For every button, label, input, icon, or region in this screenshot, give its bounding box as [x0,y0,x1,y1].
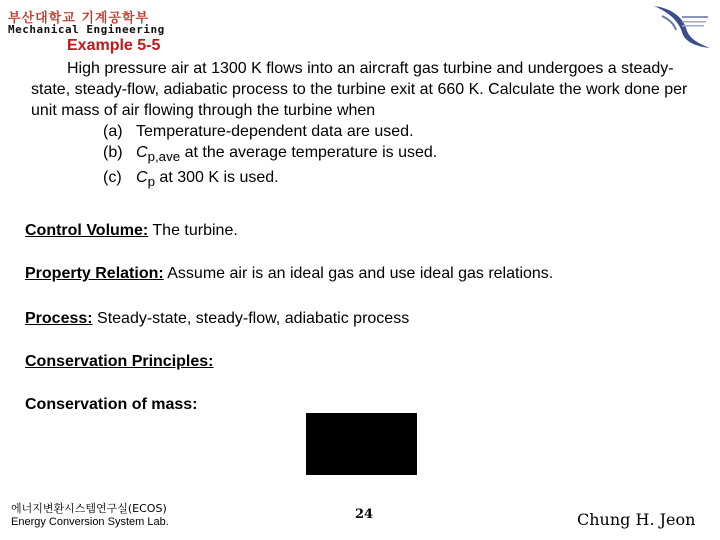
department-english-name: Mechanical Engineering [8,23,165,36]
conservation-mass-label: Conservation of mass: [25,396,198,413]
property-relation-label: Property Relation: [25,265,164,282]
problem-text: High pressure air at 1300 K flows into an aircraft gas turbine and undergoes a steady-state, steady-flow, adiabatic process to the turbine exit at 660 K. Calculate the work done per unit mass of air flowing through the turbine when [31,60,688,119]
problem-parts-list [31,121,701,192]
part-label: (b) [103,144,123,161]
lab-english-name: Energy Conversion System Lab. [11,516,169,528]
part-a [103,121,701,142]
page-number: 24 [355,507,374,522]
process-label: Process: [25,310,93,327]
control-volume-label: Control Volume: [25,222,149,239]
conservation-mass-line [25,396,197,414]
problem-statement [31,58,701,192]
university-korean-name: 부산대학교 기계공학부 [8,11,150,26]
conservation-principles-label: Conservation Principles: [25,353,214,370]
specific-heat-subscript: p [147,174,155,190]
part-text: at the average temperature is used. [180,144,438,161]
specific-heat-symbol: C [136,169,148,187]
property-relation-line [25,265,553,283]
black-image-box [306,413,417,475]
university-logo-icon [648,2,714,50]
part-label: (c) [103,169,122,187]
process-text: Steady-state, steady-flow, adiabatic process [92,310,410,327]
control-volume-text: The turbine. [148,222,238,239]
lab-korean-name: 에너지변환시스템연구실(ECOS) [11,502,167,515]
part-text: at 300 K is used. [154,169,279,187]
part-label: (a) [103,123,123,140]
example-title: Example 5-5 [67,37,161,54]
specific-heat-symbol: C [136,144,148,161]
process-line [25,310,409,328]
author-name: Chung H. Jeon [577,510,696,529]
conservation-principles-line [25,353,214,371]
part-b [103,142,701,167]
part-c [103,167,701,192]
control-volume-line [25,222,238,240]
property-relation-text: Assume air is an ideal gas and use ideal gas relations. [163,265,554,282]
part-text: Temperature-dependent data are used. [136,123,414,140]
specific-heat-subscript: p,ave [147,149,181,165]
